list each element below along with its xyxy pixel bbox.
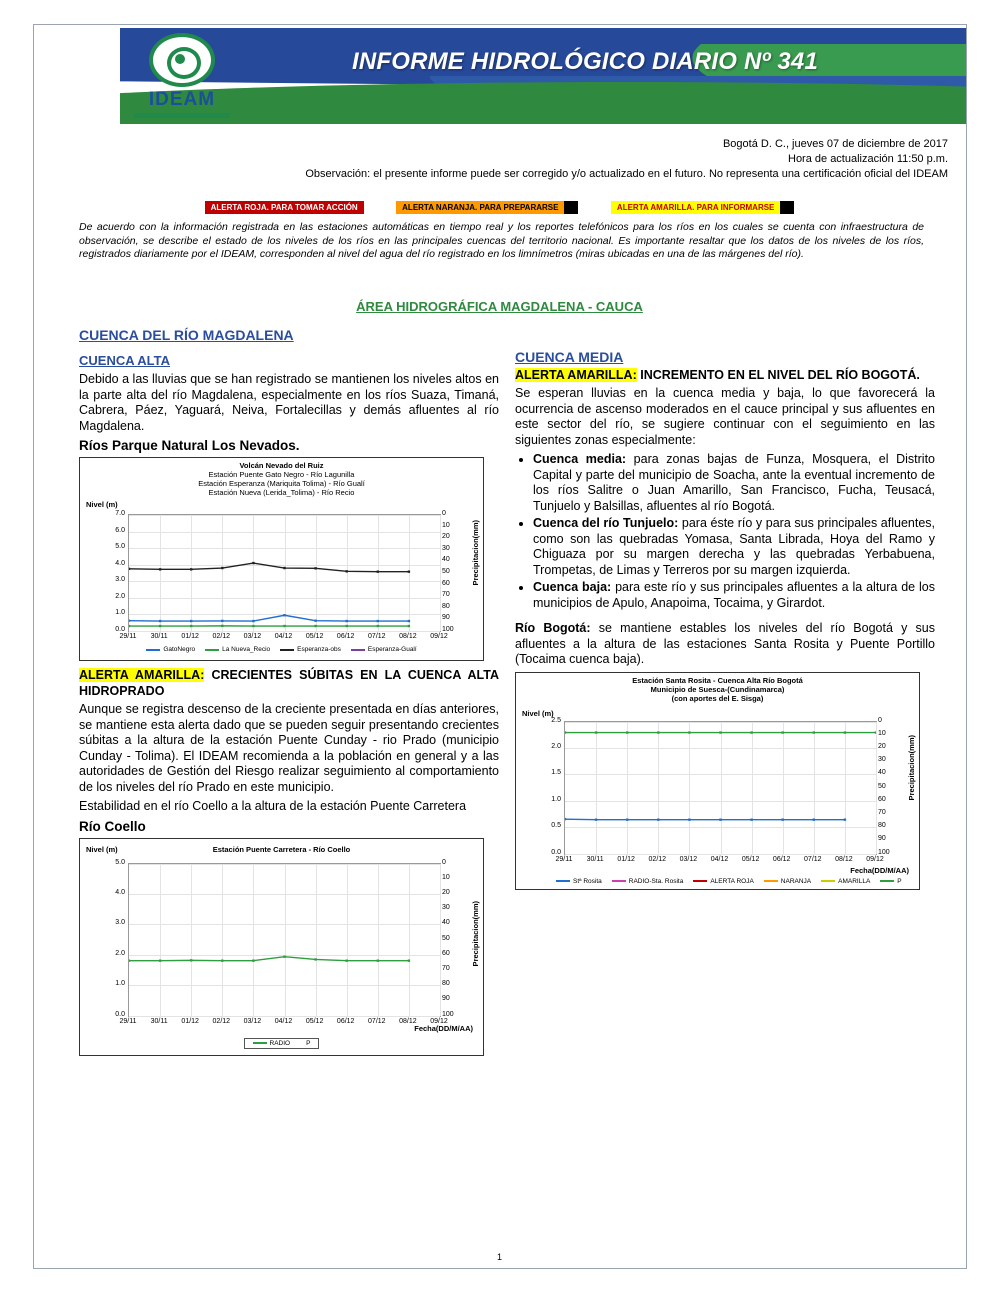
y-tick-label: 1.5 (551, 769, 561, 777)
y2-tick-label: 80 (442, 602, 450, 610)
y2-tick-label: 60 (442, 949, 450, 957)
chart1-legend-1: La Nueva_Recio (222, 646, 271, 653)
y-tick-label: 6.0 (115, 526, 125, 534)
list-item (533, 516, 935, 578)
x-tick-label: 07/12 (804, 855, 822, 863)
meta-observation: Observación: el presente informe puede ser corregido y/o actualizado en el futuro. No representa una certificación oficial del IDEAM (305, 168, 948, 180)
rio-bogota-text: se mantiene estables los niveles del río Bogotá y sus afluentes a la altura de las estaciones Santa Rosita y Puente Portillo (Tocaima cuenca baja). (515, 621, 935, 666)
chart1-y2label: Precipitacion(mm) (471, 520, 480, 586)
x-tick-label: 09/12 (430, 633, 448, 640)
page-title: INFORME HIDROLÓGICO DIARIO Nº 341 (351, 48, 819, 75)
status-badge-orange: ALERTA NARANJA. PARA PREPARARSE (396, 201, 578, 214)
chart1-legend-2: Esperanza-obs (297, 646, 341, 653)
status-badge-red: ALERTA ROJA. PARA TOMAR ACCIÓN (205, 201, 364, 214)
y-tick-label: 5.0 (115, 858, 125, 866)
cuenca-alta-text: Debido a las lluvias que se han registrado se mantienen los niveles altos en la parte alta del río Magdalena, especialmente en los ríos Suaza, Timaná, Cabrera, Páez, Yaguará, Neiva, Fortalecillas y demás afluentes al río Magdalena. (79, 372, 499, 433)
y2-tick-label: 80 (878, 822, 886, 830)
y2-tick-label: 70 (878, 808, 886, 816)
y2-tick-label: 0 (442, 510, 446, 517)
y2-tick-label: 90 (878, 835, 886, 843)
gridline (129, 631, 440, 632)
y2-tick-label: 60 (878, 795, 886, 803)
chart-puente-carretera-coello (79, 838, 484, 1056)
ideam-logo (122, 33, 242, 118)
y-tick-label: 2.5 (551, 716, 561, 724)
chart1-subtitle-1: Estación Puente Gato Negro - Río Lagunilla (208, 470, 355, 479)
y2-tick-label: 50 (442, 568, 450, 575)
chart-series-layer (565, 722, 876, 854)
y-tick-label: 2.0 (551, 742, 561, 750)
chart3-y2label: Precipitacion(mm) (471, 900, 480, 966)
chart-volcan-nevado-ruiz (79, 457, 484, 661)
x-tick-label: 05/12 (305, 633, 324, 640)
y2-tick-label: 30 (442, 544, 450, 552)
y2-tick-label: 10 (442, 521, 450, 529)
subtitle-rio-coello: Río Coello (79, 818, 146, 834)
x-tick-label: 06/12 (336, 1017, 355, 1025)
x-tick-label: 03/12 (679, 855, 698, 863)
chart3-title: Estación Puente Carretera - Río Coello (212, 844, 351, 854)
chart3-legend-1: P (306, 1039, 311, 1047)
gridline (129, 1016, 440, 1017)
chart2-ylabel: Nivel (m) (522, 708, 554, 718)
y2-tick-label: 60 (442, 579, 450, 587)
y-tick-label: 0.5 (551, 822, 561, 830)
gridline (876, 722, 877, 854)
chart1-legend-0: GatoNegro (163, 646, 196, 653)
logo-spiral-icon (149, 33, 215, 87)
list-item (533, 580, 935, 611)
chart3-ylabel: Nivel (m) (86, 844, 118, 854)
area-title: ÁREA HIDROGRÁFICA MAGDALENA - CAUCA (356, 299, 643, 314)
left-alert-label: ALERTA AMARILLA: (79, 668, 205, 682)
intro-paragraph: De acuerdo con la información registrada en las estaciones automáticas en tiempo real y los reportes telefónicos para los ríos en los cuales se cuenta con infraestructura de observación, se describe el estado de los niveles de los ríos en las principales cuencas del territorio nacional. Es importante resaltar que los datos de los niveles de los ríos, registrados diariamente por el IDEAM, corresponden al nivel del agua del río registrado en los limnímetros (miras ubicadas en una de las márgenes del río). (79, 221, 924, 260)
chart2-legend (516, 878, 919, 885)
page-number: 1 (496, 1252, 502, 1262)
chart2-subtitle-1: Municipio de Suesca-(Cundinamarca) (650, 684, 785, 694)
chart1-ylabel: Nivel (m) (86, 500, 118, 509)
rio-bogota-title: Río Bogotá: (515, 621, 591, 635)
x-tick-label: 06/12 (772, 855, 791, 863)
y-tick-label: 1.0 (551, 795, 561, 803)
y2-tick-label: 50 (442, 934, 450, 942)
x-tick-label: 03/12 (243, 1017, 262, 1025)
meta-place-date: Bogotá D. C., jueves 07 de diciembre de 2017 (722, 138, 948, 150)
x-tick-label: 09/12 (866, 855, 884, 863)
chart-series-layer (129, 515, 440, 631)
status-badge-yellow: ALERTA AMARILLA. PARA INFORMARSE (611, 201, 794, 214)
gridline (440, 515, 441, 631)
chart2-y2label: Precipitacion(mm) (907, 734, 916, 800)
bullet-1-text: para éste río y para sus principales afluentes, como son las quebradas Yomasa, Santa Librada, Hoya del Ramo y Chiguaza por su margen derecha y las quebradas Yerbabuena, Trompetas, de Limas y Terreros por su margen izquierda. (533, 516, 935, 577)
chart2-title: Estación Santa Rosita - Cuenca Alta Río Bogotá (632, 675, 803, 685)
y2-tick-label: 10 (878, 729, 886, 737)
y2-tick-label: 80 (442, 980, 450, 988)
y-tick-label: 4.0 (115, 559, 125, 567)
y2-tick-label: 30 (878, 756, 886, 764)
right-alert-label: ALERTA AMARILLA: (515, 368, 637, 382)
y2-tick-label: 70 (442, 591, 450, 599)
y2-tick-label: 70 (442, 964, 450, 972)
y2-tick-label: 90 (442, 995, 450, 1003)
x-tick-label: 30/11 (586, 855, 604, 863)
gridline (565, 854, 876, 855)
y-tick-label: 1.0 (115, 609, 125, 617)
chart1-subtitle-2: Estación Esperanza (Mariquita Tolima) - Río Gualí (198, 479, 365, 488)
chart2-legend-2: ALERTA ROJA (710, 877, 754, 885)
chart-santa-rosita-bogota (515, 672, 920, 890)
coello-text: Estabilidad en el río Coello a la altura de la estación Puente Carretera (79, 799, 467, 813)
x-tick-label: 01/12 (181, 1017, 199, 1025)
y2-tick-label: 100 (442, 626, 454, 633)
bullet-1-title: Cuenca del río Tunjuelo: (533, 516, 679, 530)
y2-tick-label: 20 (442, 888, 450, 896)
x-tick-label: 09/12 (430, 1017, 448, 1025)
x-tick-label: 02/12 (212, 633, 231, 640)
chart2-legend-4: AMARILLA (838, 877, 871, 885)
y-tick-label: 3.0 (115, 576, 125, 584)
document-page (33, 24, 967, 1269)
x-tick-label: 04/12 (710, 855, 729, 863)
rio-bogota-paragraph (515, 621, 935, 668)
y2-tick-label: 50 (878, 782, 886, 790)
y-tick-label: 7.0 (115, 510, 125, 517)
bullet-2-text: para este río y sus principales afluentes a la altura de los municipios de Apulo, Anapoima, Tocaima, y Girardot. (533, 580, 935, 610)
chart2-plot-area (564, 721, 877, 855)
meta-update-time: Hora de actualización 11:50 p.m. (788, 153, 948, 165)
x-tick-label: 04/12 (274, 1017, 293, 1025)
left-column (79, 327, 499, 1056)
x-tick-label: 03/12 (243, 633, 262, 640)
y-tick-label: 2.0 (115, 949, 125, 957)
document-meta (258, 137, 948, 182)
chart3-xlabel: Fecha(DD/M/AA) (414, 1023, 473, 1033)
logo-text: IDEAM (148, 89, 216, 110)
y-tick-label: 0.0 (551, 848, 561, 856)
chart2-xlabel: Fecha(DD/M/AA) (850, 865, 909, 875)
chart1-legend-3: Esperanza-Gualí (367, 646, 417, 653)
y2-tick-label: 30 (442, 904, 450, 912)
bullet-0-title: Cuenca media: (533, 452, 627, 466)
y2-tick-label: 0 (878, 716, 882, 724)
y-tick-label: 1.0 (115, 980, 125, 988)
chart2-subtitle-2: (con aportes del E. Sisga) (671, 693, 764, 703)
y2-tick-label: 100 (442, 1010, 454, 1018)
chart1-legend (80, 646, 483, 653)
section-title-cuenca-alta: CUENCA ALTA (79, 353, 170, 368)
chart3-legend-0: RADIO (269, 1039, 291, 1047)
x-tick-label: 29/11 (119, 633, 137, 640)
right-alert-paragraph (515, 367, 935, 383)
right-column (515, 349, 935, 890)
x-tick-label: 29/11 (119, 1017, 137, 1025)
chart1-plot-area (128, 514, 441, 632)
x-tick-label: 01/12 (181, 633, 199, 640)
chart2-legend-5: P (897, 877, 902, 885)
chart3-plot-area (128, 863, 441, 1017)
chart3-legend (80, 1038, 483, 1049)
y2-tick-label: 100 (878, 848, 890, 856)
y2-tick-label: 40 (442, 556, 450, 564)
chart2-legend-1: RADIO-Sta. Rosita (628, 877, 684, 885)
left-alert-paragraph (79, 667, 499, 699)
chart2-legend-0: Stª Rosita (573, 877, 602, 885)
x-tick-label: 06/12 (336, 633, 355, 640)
x-tick-label: 30/11 (150, 1017, 168, 1025)
cuenca-media-text: Se esperan lluvias en la cuenca media y baja, lo que favorecerá la ocurrencia de ascenso moderados en el cauce principal y sus afluentes en este sector del río, se sugiere continuar con el seguimiento en las siguientes zonas especialmente: (515, 386, 935, 447)
right-alert-head: INCREMENTO EN EL NIVEL DEL RÍO BOGOTÁ. (636, 368, 920, 382)
chart2-legend-3: NARANJA (780, 877, 812, 885)
x-tick-label: 05/12 (741, 855, 760, 863)
x-tick-label: 08/12 (399, 633, 417, 640)
x-tick-label: 07/12 (368, 1017, 386, 1025)
y-tick-label: 2.0 (115, 592, 125, 600)
gridline (440, 864, 441, 1016)
y2-tick-label: 40 (878, 769, 886, 777)
y2-tick-label: 40 (442, 919, 450, 927)
chart1-subtitle-3: Estación Nueva (Lerida_Tolima) - Río Recio (208, 488, 355, 497)
banner-green-wave (120, 82, 966, 124)
y-tick-label: 0.0 (115, 1010, 125, 1018)
bullet-0-text: para zonas bajas de Funza, Mosquera, el Distrito Capital y parte del municipio de Soacha, ante la eventual incremento de los ríos Salitre o Juan Amarillo, San Francisco, Fucha, Teusacá, Tunjuelo y Balsillas, afluentes al río Bogotá. (533, 452, 935, 513)
x-tick-label: 01/12 (617, 855, 635, 863)
logo-bar (134, 113, 230, 118)
x-tick-label: 04/12 (274, 633, 293, 640)
chart1-title: Volcán Nevado del Ruiz (239, 461, 324, 470)
y-tick-label: 4.0 (115, 888, 125, 896)
y2-tick-label: 20 (442, 533, 450, 541)
x-tick-label: 08/12 (835, 855, 853, 863)
cuenca-media-bullets (515, 452, 935, 611)
left-alert-head: CRECIENTES SÚBITAS EN LA CUENCA ALTA HIDROPRADO (79, 668, 499, 698)
left-alert-text: Aunque se registra descenso de la creciente presentada en días anteriores, se mantiene esta alerta dado que se pueden seguir presentando crecientes súbitas a la altura de la estación Puente Cunday - rio Prado (municipio Cunday - Tolima). El IDEAM recomienda a la población en general y a las autoridades de Gestión del Riesgo realizar seguimiento al comportamiento de los niveles del río Prado en este municipio. (79, 702, 499, 794)
section-title-cuenca-media: CUENCA MEDIA (515, 349, 624, 365)
x-tick-label: 07/12 (368, 633, 386, 640)
x-tick-label: 29/11 (555, 855, 573, 863)
section-title-cuenca-magdalena: CUENCA DEL RÍO MAGDALENA (79, 327, 294, 343)
alert-legend (34, 197, 965, 215)
y2-tick-label: 20 (878, 742, 886, 750)
y-tick-label: 0.0 (115, 626, 125, 633)
subtitle-rios-nevados: Ríos Parque Natural Los Nevados. (79, 438, 300, 453)
y-tick-label: 3.0 (115, 919, 125, 927)
list-item (533, 452, 935, 514)
x-tick-label: 02/12 (648, 855, 667, 863)
x-tick-label: 30/11 (150, 633, 168, 640)
y2-tick-label: 90 (442, 614, 450, 622)
y2-tick-label: 0 (442, 858, 446, 866)
y-tick-label: 5.0 (115, 543, 125, 551)
y2-tick-label: 10 (442, 873, 450, 881)
x-tick-label: 05/12 (305, 1017, 324, 1025)
bullet-2-title: Cuenca baja: (533, 580, 612, 594)
chart-series-layer (129, 864, 440, 1016)
x-tick-label: 02/12 (212, 1017, 231, 1025)
x-tick-label: 08/12 (399, 1017, 417, 1025)
